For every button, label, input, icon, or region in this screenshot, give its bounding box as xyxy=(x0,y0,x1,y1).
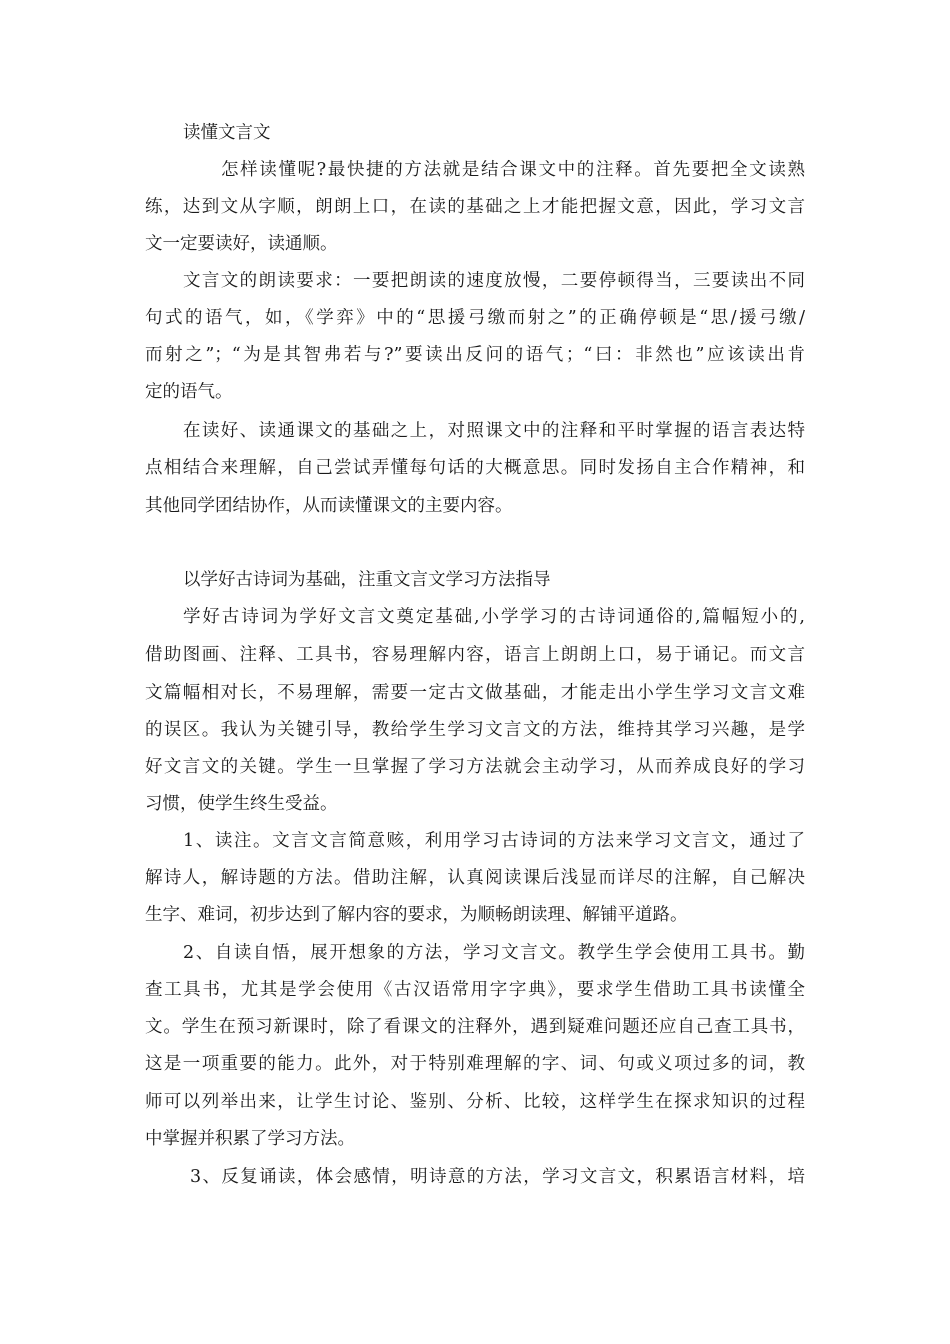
paragraph-line: 文言文的朗读要求：一要把朗读的速度放慢，二要停顿得当，三要读出不同 xyxy=(183,271,805,291)
paragraph-line: 练，达到文从字顺，朗朗上口，在读的基础之上才能把握文意，因此，学习文言 xyxy=(145,197,805,217)
section-heading: 以学好古诗词为基础，注重文言文学习方法指导 xyxy=(183,570,551,590)
paragraph-line: 文一定要读好，读通顺。 xyxy=(145,234,338,254)
paragraph-line: 中掌握并积累了学习方法。 xyxy=(145,1129,355,1149)
paragraph-line: 查工具书，尤其是学会使用《古汉语常用字字典》，要求学生借助工具书读懂全 xyxy=(145,980,805,1000)
paragraph-line: 怎样读懂呢?最快捷的方法就是结合课文中的注释。首先要把全文读熟 xyxy=(221,160,805,180)
paragraph-line: 习惯，使学生终生受益。 xyxy=(145,794,338,814)
paragraph-line: 定的语气。 xyxy=(145,382,233,402)
paragraph-line: 借助图画、注释、工具书，容易理解内容，语言上朗朗上口，易于诵记。而文言 xyxy=(145,645,805,665)
paragraph-line: 好文言文的关键。学生一旦掌握了学习方法就会主动学习，从而养成良好的学习 xyxy=(145,757,805,777)
paragraph-line: 解诗人，解诗题的方法。借助注解，认真阅读课后浅显而详尽的注解，自己解决 xyxy=(145,868,805,888)
paragraph-line: 3、反复诵读，体会感情，明诗意的方法，学习文言文，积累语言材料，培 xyxy=(190,1167,805,1187)
paragraph-line: 师可以列举出来，让学生讨论、鉴别、分析、比较，这样学生在探求知识的过程 xyxy=(145,1092,805,1112)
paragraph-line: 的误区。我认为关键引导，教给学生学习文言文的方法，维持其学习兴趣，是学 xyxy=(145,720,805,740)
paragraph-line: 学好古诗词为学好文言文奠定基础,小学学习的古诗词通俗的,篇幅短小的, xyxy=(183,607,805,627)
paragraph-line: 在读好、读通课文的基础之上，对照课文中的注释和平时掌握的语言表达特 xyxy=(183,421,805,441)
paragraph-line: 1、读注。文言文言简意赅，利用学习古诗词的方法来学习文言文，通过了 xyxy=(183,831,805,851)
paragraph-line: 2、自读自悟，展开想象的方法，学习文言文。教学生学会使用工具书。勤 xyxy=(183,943,805,963)
paragraph-line: 而射之”；“为是其智弗若与?”要读出反问的语气；“曰：非然也”应该读出肯 xyxy=(145,345,805,365)
paragraph-line: 这是一项重要的能力。此外，对于特别难理解的字、词、句或义项过多的词，教 xyxy=(145,1054,805,1074)
section-heading: 读懂文言文 xyxy=(183,123,271,143)
paragraph-line: 其他同学团结协作，从而读懂课文的主要内容。 xyxy=(145,496,513,516)
paragraph-line: 文篇幅相对长，不易理解，需要一定古文做基础，才能走出小学生学习文言文难 xyxy=(145,683,805,703)
paragraph-line: 句式的语气，如，《学弈》中的“思援弓缴而射之”的正确停顿是“思/援弓缴/ xyxy=(145,308,805,328)
paragraph-line: 点相结合来理解，自己尝试弄懂每句话的大概意思。同时发扬自主合作精神，和 xyxy=(145,458,805,478)
paragraph-line: 生字、难词，初步达到了解内容的要求，为顺畅朗读理、解铺平道路。 xyxy=(145,905,688,925)
paragraph-line: 文。学生在预习新课时，除了看课文的注释外，遇到疑难问题还应自己查工具书， xyxy=(145,1017,805,1037)
